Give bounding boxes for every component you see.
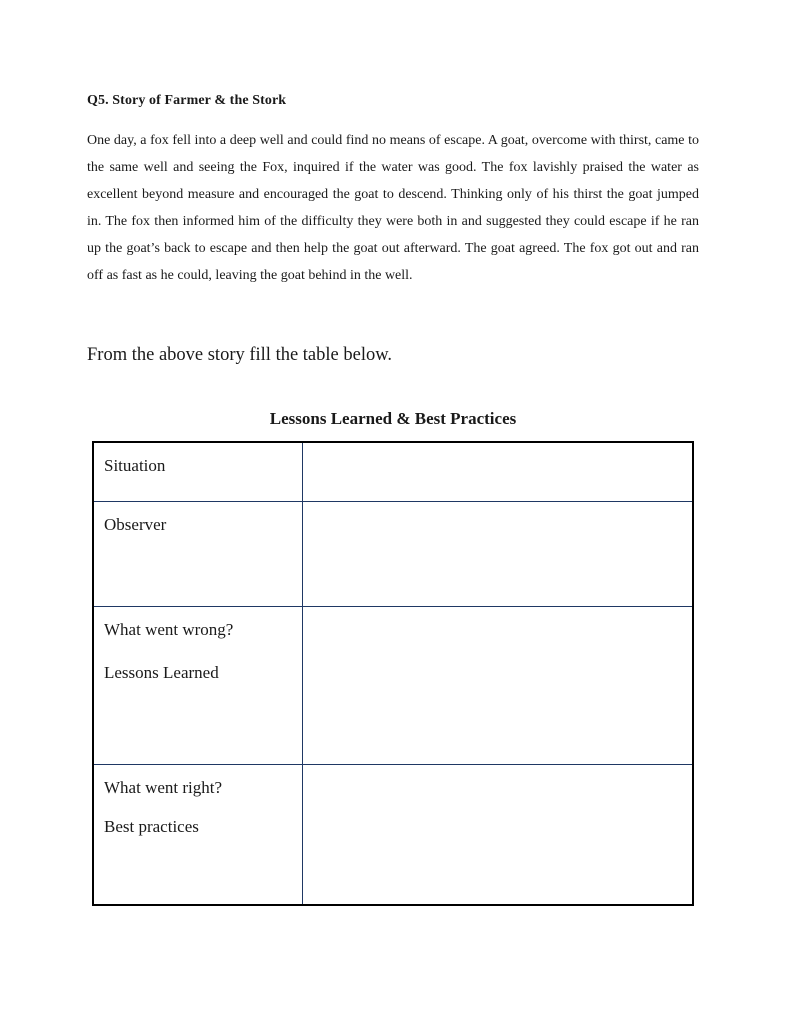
question-heading: Q5. Story of Farmer & the Stork [87,93,287,108]
lessons-learned-label: Lessons Learned [104,663,219,682]
what-went-wrong-label: What went wrong? [104,620,234,639]
situation-label: Situation [104,456,166,475]
what-went-wrong-answer-cell[interactable] [303,607,694,765]
instruction-text: From the above story fill the table below. [87,345,393,365]
lessons-table [92,441,694,906]
what-went-right-label-cell [93,765,303,906]
table-title: Lessons Learned & Best Practices [269,409,517,428]
what-went-wrong-label-cell [93,607,303,765]
situation-answer-cell[interactable] [303,442,694,502]
story-paragraph: One day, a fox fell into a deep well and could find no means of escape. A goat, overcome with thirst, came to the same well and seeing the Fox, inquired if the water was good. The fox lavishly praised the water as excellent beyond measure and encouraged the goat to descend. Thinking only of his thirst the goat jumped in. The fox then informed him of the difficulty they were both in and suggested they could escape if he ran up the goat’s back to escape and then help the goat out afterward. The goat agreed. The fox got out and ran off as fast as he could, leaving the goat behind in the well. [87,133,699,283]
table-row-observer [93,502,693,607]
best-practices-label: Best practices [104,817,199,836]
table-row-situation [93,442,693,502]
situation-label-cell [93,442,303,502]
what-went-right-label: What went right? [104,778,223,797]
observer-answer-cell[interactable] [303,502,694,607]
observer-label-cell [93,502,303,607]
table-row-what-went-wrong [93,607,693,765]
what-went-right-answer-cell[interactable] [303,765,694,906]
table-row-what-went-right [93,765,693,906]
observer-label: Observer [104,515,167,534]
